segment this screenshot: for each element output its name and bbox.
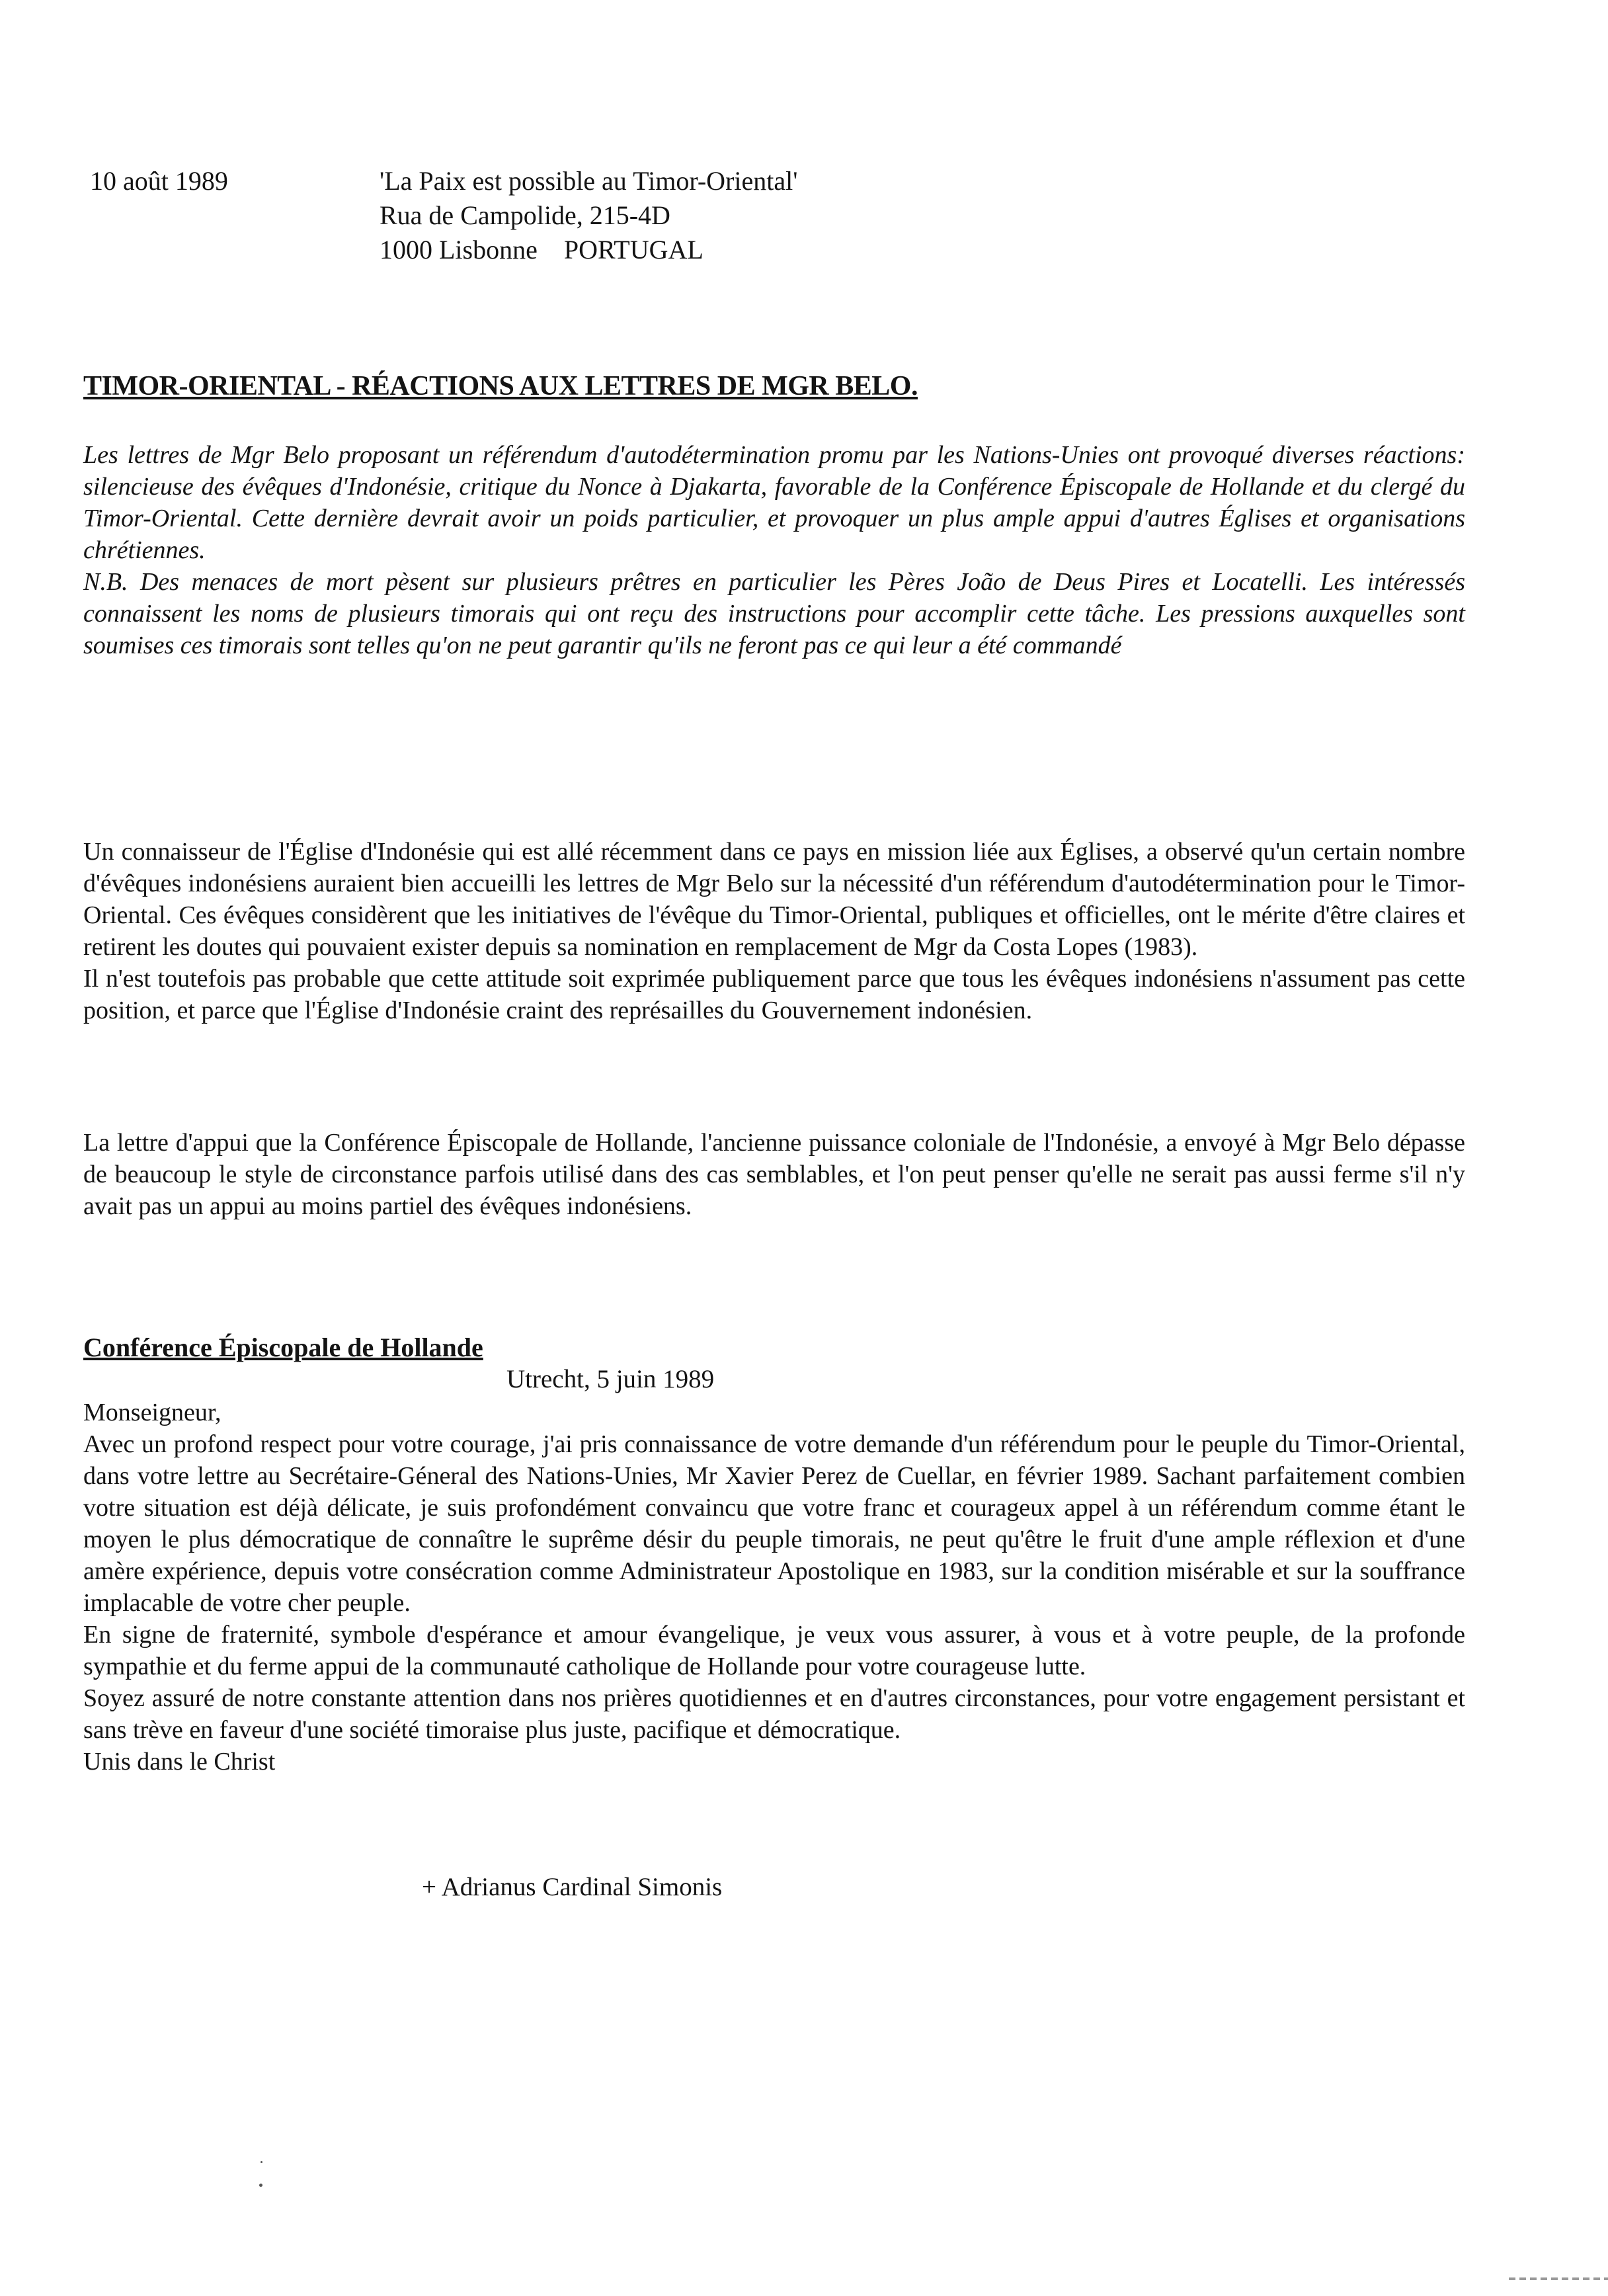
letter-paragraph-2: En signe de fraternité, symbole d'espérance et amour évangelique, je veux vous assurer, à vous et à votre peuple, de la profonde sympathie et du ferme appui de la communauté catholique de Hollande pour votre courageuse lutte. <box>83 1621 1465 1680</box>
scan-edge-mark <box>1509 2277 1608 2280</box>
address-line-street: Rua de Campolide, 215-4D <box>380 200 670 230</box>
intro-paragraph <box>83 439 1465 661</box>
scan-speck <box>261 2161 262 2163</box>
intro-text: Les lettres de Mgr Belo proposant un référendum d'autodétermination promu par les Nations-Unies ont provoqué diverses réactions: silencieuse des évêques d'Indonésie, critique du Nonce à Djakarta, favorable de la Conférence Épiscopale de Hollande et du clergé du Timor-Oriental. Cette dernière devrait avoir un poids particulier, et provoquer un plus ample appui d'autres Églises et organisations chrétiennes. <box>83 441 1465 564</box>
document-title: TIMOR-ORIENTAL - RÉACTIONS AUX LETTRES DE MGR BELO. <box>83 371 918 401</box>
letter-heading: Conférence Épiscopale de Hollande <box>83 1332 483 1362</box>
body-paragraph-1 <box>83 836 1465 1026</box>
address-line-city: 1000 Lisbonne PORTUGAL <box>380 235 704 265</box>
scan-speck <box>259 2184 262 2187</box>
letter-paragraph-1: Avec un profond respect pour votre courage, j'ai pris connaissance de votre demande d'un référendum pour le peuple du Timor-Oriental, dans votre lettre au Secrétaire-Géneral des Nations-Unies, Mr Xavier Perez de Cuellar, en février 1989. Sachant parfaitement combien votre situation est déjà délicate, je suis profondément convaincu que votre franc et courageux appel à un référendum comme étant le moyen le plus démocratique de connaître le suprême désir du peuple timorais, ne peut qu'être le fruit d'une ample réflexion et d'une amère expérience, depuis votre consécration comme Administrateur Apostolique en 1983, sur la condition misérable et sur la souffrance implacable de votre cher peuple. <box>83 1430 1465 1617</box>
letter-paragraph-3: Soyez assuré de notre constante attention dans nos prières quotidiennes et en d'autres circonstances, pour votre engagement persistant et sans trève en faveur d'une société timoraise plus juste, pacifique et démocratique. <box>83 1684 1465 1744</box>
letter-closing: Unis dans le Christ <box>83 1748 276 1776</box>
sender-address <box>380 164 797 267</box>
body-paragraph-2 <box>83 1127 1465 1222</box>
address-line-organization: 'La Paix est possible au Timor-Oriental' <box>380 166 798 196</box>
body1-text-a: Un connaisseur de l'Église d'Indonésie qui est allé récemment dans ce pays en mission liée aux Églises, a observé qu'un certain nombre d'évêques indonésiens auraient bien accueilli les lettres de Mgr Belo sur la nécessité d'un référendum d'autodétermination pour le Timor-Oriental. Ces évêques considèrent que les initiatives de l'évêque du Timor-Oriental, publiques et officielles, ont le mérite d'être claires et retirent les doutes qui pouvaient exister depuis sa nomination en remplacement de Mgr da Costa Lopes (1983). <box>83 838 1465 961</box>
body1-text-b: Il n'est toutefois pas probable que cette attitude soit exprimée publiquement parce que tous les évêques indonésiens n'assument pas cette position, et parce que l'Église d'Indonésie craint des représailles du Gouvernement indonésien. <box>83 965 1465 1024</box>
letter-signature: + Adrianus Cardinal Simonis <box>422 1873 723 1901</box>
body2-text: La lettre d'appui que la Conférence Épiscopale de Hollande, l'ancienne puissance coloniale de l'Indonésie, a envoyé à Mgr Belo dépasse de beaucoup le style de circonstance parfois utilisé dans des cas semblables, et l'on peut penser qu'elle ne serait pas aussi ferme s'il n'y avait pas un appui au moins partiel des évêques indonésiens. <box>83 1129 1465 1220</box>
letter-body <box>83 1397 1465 1778</box>
letter-place-date: Utrecht, 5 juin 1989 <box>506 1365 715 1393</box>
document-date: 10 août 1989 <box>90 166 228 196</box>
intro-nb-text: N.B. Des menaces de mort pèsent sur plusieurs prêtres en particulier les Pères João de Deus Pires et Locatelli. Les intéressés connaissent les noms de plusieurs timorais qui ont reçu des instructions pour accomplir cette tâche. Les pressions auxquelles sont soumises ces timorais sont telles qu'on ne peut garantir qu'ils ne feront pas ce qui leur a été commandé <box>83 568 1465 659</box>
letter-salutation: Monseigneur, <box>83 1399 221 1426</box>
